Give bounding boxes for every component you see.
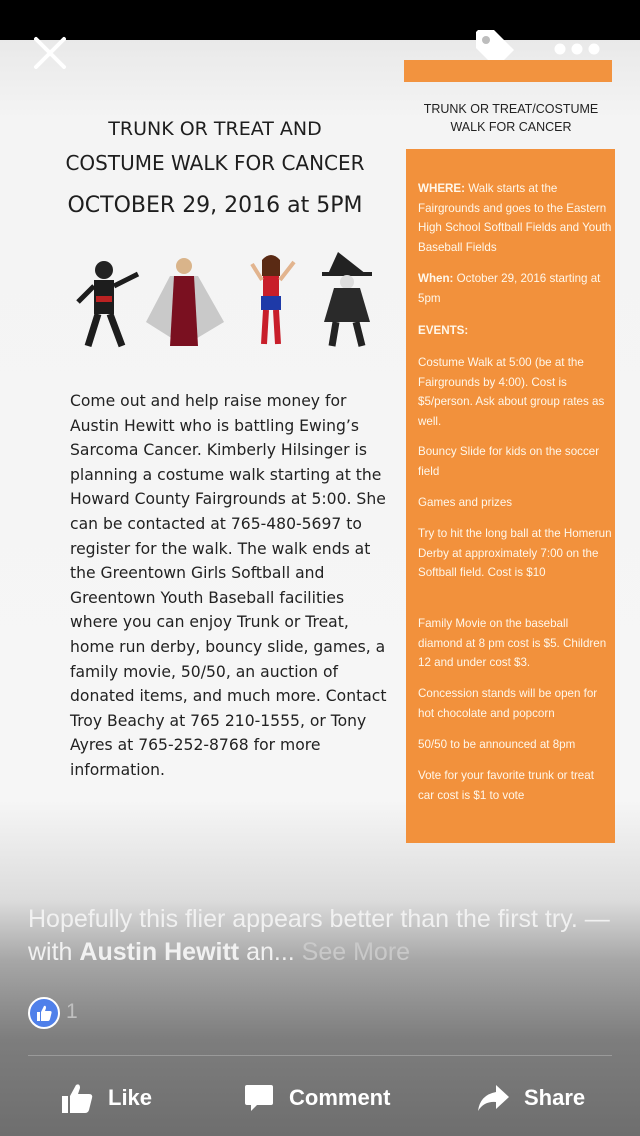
body-line: donated items, and much more. Contact [70,687,387,706]
where-text: Walk starts at the Fairgrounds and goes to the Eastern High School Softball Fields and Youth Baseball Fields [418,182,612,254]
see-more-link[interactable]: See More [301,938,411,966]
body-line: Austin Hewitt who is battling Ewing’s [70,416,359,435]
flyer-body-text [70,389,400,783]
costume-figures-image [66,252,386,352]
status-bar [0,0,640,40]
tagged-name-link[interactable]: Austin Hewitt [79,938,240,966]
body-line: planning a costume walk starting at the [70,465,382,484]
thumbs-up-icon [60,1081,94,1115]
like-reaction-badge[interactable] [28,997,60,1029]
body-line: Come out and help raise money for [70,392,347,410]
close-icon[interactable] [30,33,70,73]
body-line: Howard County Fairgrounds at 5:00. She [70,490,386,509]
vampire-figure [146,258,224,346]
body-line: can be contacted at 765-480-5697 to [70,514,362,533]
share-label: Share [524,1085,586,1110]
flyer-title-line2: COSTUME WALK FOR CANCER [65,151,365,175]
body-line: register for the walk. The walk ends at [70,539,371,558]
caption-text: Hopefully this flier appears better than the first try. — with [28,905,610,966]
more-icon[interactable] [552,40,602,58]
orange-header-bar [404,60,612,82]
event-item: Games and prizes [418,496,513,509]
body-line: Sarcoma Cancer. Kimberly Hilsinger is [70,441,367,460]
events-label: EVENTS: [418,324,469,337]
body-line: Troy Beachy at 765 210-1555, or Tony [70,711,367,730]
side-heading-line2: WALK FOR CANCER [450,120,572,134]
flyer-date: OCTOBER 29, 2016 at 5PM [67,193,363,218]
side-heading [404,100,618,136]
comment-icon [243,1082,275,1114]
body-line: Greentown Youth Baseball facilities [70,588,345,607]
body-line: Ayres at 765-252-8768 for more [70,736,321,755]
when-label: When: [418,272,454,285]
body-line: the Greentown Girls Softball and [70,564,325,583]
event-item: Family Movie on the baseball diamond at 8 pm cost is $5. Children 12 and under cost $3. [418,617,607,669]
where-item [418,179,612,257]
comment-label: Comment [289,1085,391,1110]
body-line: information. [70,760,165,779]
like-button[interactable] [60,1078,152,1118]
post-caption [28,903,618,969]
like-label: Like [108,1085,153,1110]
caption-ellipsis: an... [239,938,302,966]
witch-figure [322,252,372,346]
heroine-figure [252,255,294,344]
event-item: Try to hit the long ball at the Homerun Derby at approximately 7:00 on the Softball field. Cost is $10 [418,527,612,579]
event-item: Vote for your favorite trunk or treat car cost is $1 to vote [418,769,594,802]
share-button[interactable] [476,1078,585,1118]
body-line: home run derby, bouncy slide, games, a [70,637,386,656]
ninja-figure [78,261,138,346]
event-item: 50/50 to be announced at 8pm [418,738,576,751]
event-item: Costume Walk at 5:00 (be at the Fairgrounds by 4:00). Cost is $5/person. Ask about group rates as well. [418,356,605,428]
comment-button[interactable] [243,1078,390,1118]
body-line: family movie, 50/50, an auction of [70,662,339,681]
when-text: October 29, 2016 starting at 5pm [418,272,601,305]
event-item: Concession stands will be open for hot chocolate and popcorn [418,687,598,720]
event-details-panel [406,149,615,843]
event-item: Bouncy Slide for kids on the soccer field [418,445,600,478]
share-icon [476,1083,510,1113]
divider [28,1055,612,1056]
flyer-title-line1: TRUNK OR TREAT AND [108,118,322,140]
body-line: where you can enjoy Trunk or Treat, [70,613,349,632]
thumbs-up-icon [30,999,58,1027]
when-item [418,269,612,308]
where-label: WHERE: [418,182,466,195]
reaction-count[interactable]: 1 [66,1000,78,1023]
side-heading-line1: TRUNK OR TREAT/COSTUME [423,102,599,116]
